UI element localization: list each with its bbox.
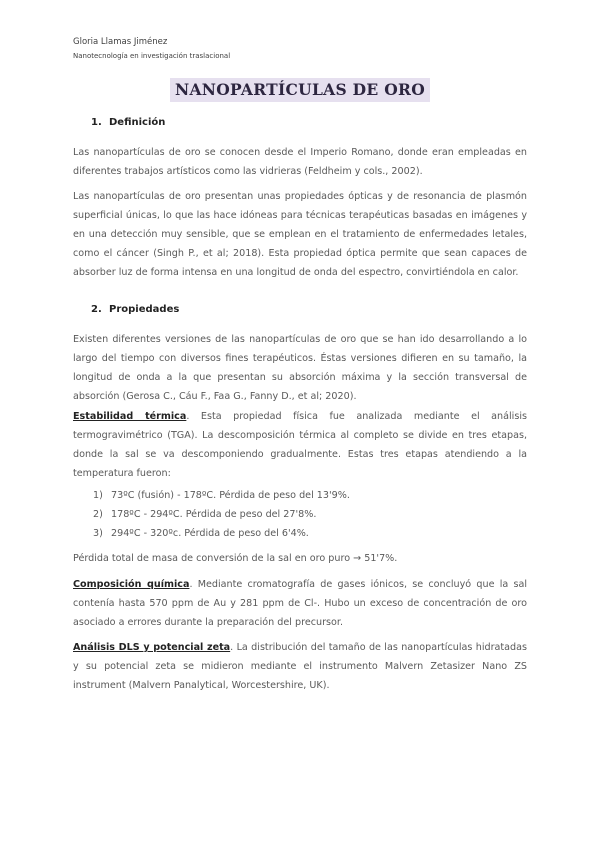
term-dls-analysis: Análisis DLS y potencial zeta (73, 642, 231, 653)
paragraph-properties-intro: Existen diferentes versiones de las nanopartículas de oro que se han ido desarrollando a lo largo del tiempo con diversos fines terapéuticos. Éstas versiones difieren en su tamaño, la longitud de onda a la que presentan su absorción máxima y la sección transversal de absorción (Gerosa C., Cáu F., Faa G., Fanny D., et al; 2020). (73, 334, 527, 402)
paragraph-definition-1: Las nanopartículas de oro se conocen desde el Imperio Romano, donde eran empleadas en diferentes trabajos artísticos como las vidrieras (Feldheim y cols., 2002). (73, 147, 527, 177)
list-text: 73ºC (fusión) - 178ºC. Pérdida de peso del 13'9%. (111, 490, 350, 501)
section-heading-propiedades (91, 304, 179, 315)
section-title: Propiedades (109, 304, 180, 315)
term-thermal-stability: Estabilidad térmica (73, 411, 187, 422)
list-text: 178ºC - 294ºC. Pérdida de peso del 27'8%. (111, 509, 317, 520)
paragraph-definition-2: Las nanopartículas de oro presentan unas propiedades ópticas y de resonancia de plasmón superficial únicas, lo que las hace idóneas para técnicas terapéuticas basadas en imágenes y en una detección muy sensible, que se emplean en el tratamiento de enfermedades letales, como el cáncer (Singh P., et al; 2018). Esta propiedad óptica permite que sean capaces de absorber luz de forma intensa en una longitud de onda del espectro, convirtiéndola en calor. (73, 191, 527, 278)
section-heading-definicion (91, 117, 165, 128)
dls-analysis-text: . La distribución del tamaño de las nanopartículas hidratadas y su potencial zeta se midieron mediante el instrumento Malvern Zetasizer Nano ZS instrument (Malvern Panalytical, Worcestershire, UK). (73, 642, 528, 691)
list-number: 3) (93, 528, 103, 539)
section-title: Definición (109, 117, 166, 128)
list-item (93, 505, 350, 524)
paragraph-dls-analysis (73, 638, 527, 695)
paragraph-chemical-composition (73, 575, 527, 632)
thermal-stages-list (93, 486, 350, 543)
title-container (0, 78, 600, 102)
header-author: Gloria Llamas Jiménez (73, 37, 168, 47)
thermal-stability-text: . Esta propiedad física fue analizada mediante el análisis termogravimétrico (TGA). La descomposición térmica al completo se divide en tres etapas, donde la sal se va descomponiendo gradualmente. Estas tres etapas atendiendo a la temperatura fueron: (73, 411, 527, 479)
list-text: 294ºC - 320ºc. Pérdida de peso del 6'4%. (111, 528, 309, 539)
list-item (93, 486, 350, 505)
page-title: NANOPARTÍCULAS DE ORO (170, 78, 430, 102)
chemical-composition-text: . Mediante cromatografía de gases iónicos, se concluyó que la sal contenía hasta 570 ppm de Au y 281 ppm de Cl-. Hubo un exceso de concentración de oro asociado a errores durante la preparación del precursor. (73, 579, 528, 628)
list-number: 2) (93, 509, 103, 520)
term-chemical-composition: Composición química (73, 579, 190, 590)
paragraph-thermal-stability (73, 407, 527, 483)
list-number: 1) (93, 490, 103, 501)
section-number: 2. (91, 304, 102, 315)
section-number: 1. (91, 117, 102, 128)
header-subtitle: Nanotecnología en investigación traslacional (73, 52, 231, 60)
list-item (93, 524, 350, 543)
paragraph-total-loss: Pérdida total de masa de conversión de la sal en oro puro → 51'7%. (73, 553, 398, 564)
